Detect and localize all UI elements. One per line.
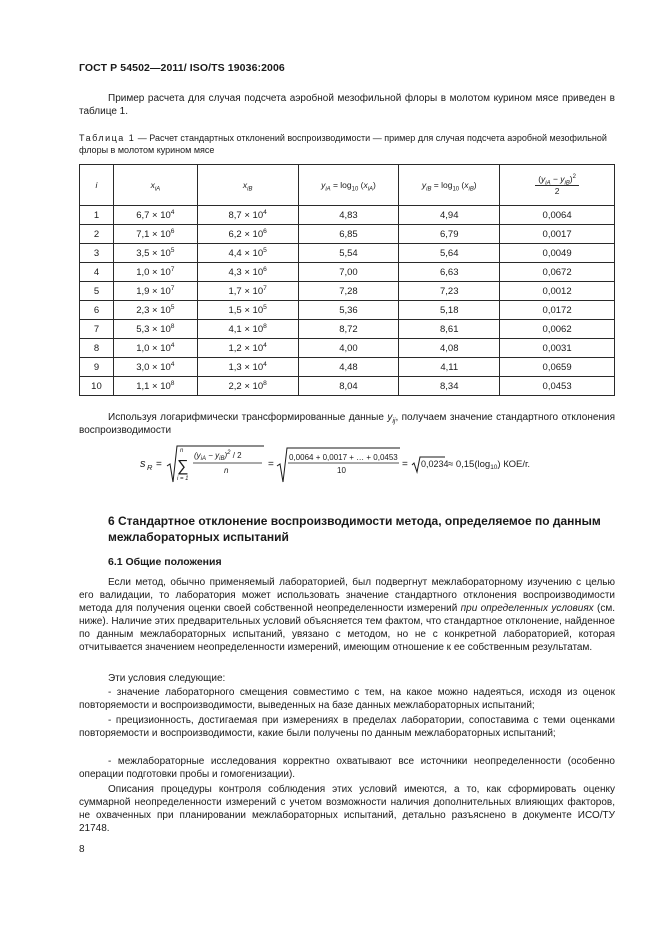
paragraph-2: Эти условия следующие: <box>108 673 226 684</box>
cell-yia: 4,00 <box>298 339 399 358</box>
table-row <box>80 263 615 282</box>
cell-i: 4 <box>80 263 114 282</box>
cell-xib: $1,3 \times 10^4$ <box>197 358 298 377</box>
cell-yib: 8,34 <box>399 377 500 396</box>
paragraph-1: Если метод, обычно применяемый лабораторией, был подвергнут межлабораторному изучению с целью его валидации, то лаборатория может использовать значение стандартного отклонения воспроизводимости метода для получения оценки своей собственной неопределенности измерений при определенных условиях (см. ниже). Наличие этих предварительных условий объясняется тем фактом, что стандартное отклонение, найденное по данным межлабораторных испытаний, увязано с методом, но не с конкретной лабораторией, которая отчитывается значением неопределенности измерений, имеющим отношение к ее собственным результатам. <box>79 577 616 653</box>
intro-paragraph: Пример расчета для случая подсчета аэробной мезофильной флоры в молотом курином мясе приведен в таблице 1. <box>79 93 615 117</box>
formula-sum-sign: ∑ <box>177 458 189 475</box>
cell-xia: $1,1 \times 10^8$ <box>113 377 197 396</box>
table-caption-text: — Расчет стандартных отклонений воспроизводимости — пример для случая подсчета аэробной мезофильной флоры в молотом курином мясе <box>79 133 607 155</box>
header-i: i <box>80 165 114 206</box>
cell-xib: $1,2 \times 10^4$ <box>197 339 298 358</box>
document-header: ГОСТ Р 54502—2011/ ISO/TS 19036:2006 <box>79 62 285 74</box>
cell-yia: 4,48 <box>298 358 399 377</box>
cell-xib: $4,4 \times 10^5$ <box>197 244 298 263</box>
cell-xia: $1,9 \times 10^7$ <box>113 282 197 301</box>
after-table-paragraph: Используя логарифмически трансформированные данные $y_{ij}$, получаем значение стандартного отклонения воспроизводимости <box>79 412 615 436</box>
table-row <box>80 225 615 244</box>
cell-diff: 0,0062 <box>500 320 615 339</box>
table-caption <box>79 132 615 156</box>
cell-i: 3 <box>80 244 114 263</box>
cell-xia: $3,0 \times 10^4$ <box>113 358 197 377</box>
formula-eq2: = <box>268 459 274 470</box>
bullet-2: - прецизионность, достигаемая при измерениях в пределах лаборатории, сопоставима с теми оценками повторяемости и воспроизводимости, какие были получены по данным межлабораторных испытаний; <box>79 715 615 739</box>
reproducibility-formula <box>140 444 620 484</box>
cell-xia: $7,1 \times 10^6$ <box>113 225 197 244</box>
cell-i: 2 <box>80 225 114 244</box>
formula-frac1-den: n <box>224 466 229 475</box>
table-row <box>80 301 615 320</box>
table-row <box>80 358 615 377</box>
table-row <box>80 244 615 263</box>
cell-yia: 4,83 <box>298 206 399 225</box>
cell-i: 6 <box>80 301 114 320</box>
header-yia: $y_{iA} = \log_{10} (x_{iA})$ <box>298 165 399 206</box>
formula-sum-top: n <box>180 448 184 454</box>
cell-i: 8 <box>80 339 114 358</box>
cell-yib: 7,23 <box>399 282 500 301</box>
cell-xib: $1,5 \times 10^5$ <box>197 301 298 320</box>
cell-yia: 5,54 <box>298 244 399 263</box>
formula-frac2-den: 10 <box>337 466 346 475</box>
cell-diff: 0,0031 <box>500 339 615 358</box>
formula-eq3: = <box>402 459 408 470</box>
cell-diff: 0,0659 <box>500 358 615 377</box>
formula-sum-bottom: i = 1 <box>177 476 189 482</box>
cell-xib: $1,7 \times 10^7$ <box>197 282 298 301</box>
formula-eq1: = <box>156 459 162 470</box>
section-6-title: 6 Стандартное отклонение воспроизводимости метода, определяемое по данным межлабораторных испытаний <box>108 514 601 544</box>
formula-lhs: s <box>140 458 146 470</box>
formula-approx: ≈ $0,15(\log_{10})$ КОЕ/г. <box>448 459 530 471</box>
cell-xia: $1,0 \times 10^4$ <box>113 339 197 358</box>
cell-yia: 7,00 <box>298 263 399 282</box>
header-diff: $(y_{iA} - y_{iB})^2$ 2 <box>500 165 615 206</box>
cell-yib: 4,11 <box>399 358 500 377</box>
cell-xib: $4,1 \times 10^8$ <box>197 320 298 339</box>
cell-yia: 7,28 <box>298 282 399 301</box>
header-yib: $y_{iB} = \log_{10} (x_{iB})$ <box>399 165 500 206</box>
cell-yia: 6,85 <box>298 225 399 244</box>
cell-xia: $5,3 \times 10^8$ <box>113 320 197 339</box>
cell-xib: $4,3 \times 10^6$ <box>197 263 298 282</box>
cell-yia: 8,72 <box>298 320 399 339</box>
cell-yib: 4,08 <box>399 339 500 358</box>
cell-yib: 6,63 <box>399 263 500 282</box>
bullet-3: - межлабораторные исследования корректно охватывают все источники неопределенности (особенно операции подготовки пробы и гомогенизации). <box>79 756 615 780</box>
cell-xia: $1,0 \times 10^7$ <box>113 263 197 282</box>
cell-i: 7 <box>80 320 114 339</box>
cell-i: 9 <box>80 358 114 377</box>
section-6-1-title: 6.1 Общие положения <box>108 556 222 568</box>
cell-xib: $8,7 \times 10^4$ <box>197 206 298 225</box>
paragraph-3: Описания процедуры контроля соблюдения этих условий имеются, а то, как сформировать оценку суммарной неопределенности измерений с учетом возможности наличия дополнительных влияющих факторов, не охваченных при планировании межлабораторных испытаний, детально разъяснено в документе ИСО/ТУ 21748. <box>79 784 615 834</box>
table-row <box>80 282 615 301</box>
table-caption-label: Таблица 1 <box>79 133 136 143</box>
table-row <box>80 206 615 225</box>
cell-yib: 5,64 <box>399 244 500 263</box>
cell-diff: 0,0672 <box>500 263 615 282</box>
cell-diff: 0,0012 <box>500 282 615 301</box>
cell-yib: 5,18 <box>399 301 500 320</box>
cell-diff: 0,0064 <box>500 206 615 225</box>
header-xia: $x_{iA}$ <box>113 165 197 206</box>
cell-xia: $6,7 \times 10^4$ <box>113 206 197 225</box>
cell-yia: 8,04 <box>298 377 399 396</box>
page-number: 8 <box>79 844 85 855</box>
bullet-1: - значение лабораторного смещения совместимо с тем, на какое можно надеяться, исходя из оценок повторяемости и воспроизводимости, выведенных на базе данных межлабораторных испытаний; <box>79 687 615 711</box>
cell-xia: $2,3 \times 10^5$ <box>113 301 197 320</box>
formula-frac2-num: 0,0064 + 0,0017 + … + 0,0453 <box>289 453 398 462</box>
cell-i: 5 <box>80 282 114 301</box>
cell-i: 10 <box>80 377 114 396</box>
cell-yib: 4,94 <box>399 206 500 225</box>
cell-diff: 0,0172 <box>500 301 615 320</box>
table-row <box>80 320 615 339</box>
formula-frac1-num: $(y_{iA} - y_{iB})^2 / 2$ <box>194 450 242 462</box>
cell-xib: $6,2 \times 10^6$ <box>197 225 298 244</box>
cell-xia: $3,5 \times 10^5$ <box>113 244 197 263</box>
table-row <box>80 339 615 358</box>
cell-xib: $2,2 \times 10^8$ <box>197 377 298 396</box>
cell-yib: 6,79 <box>399 225 500 244</box>
cell-yia: 5,36 <box>298 301 399 320</box>
table-header-row <box>80 165 615 206</box>
header-xib: $x_{iB}$ <box>197 165 298 206</box>
cell-i: 1 <box>80 206 114 225</box>
cell-diff: 0,0049 <box>500 244 615 263</box>
cell-diff: 0,0453 <box>500 377 615 396</box>
data-table <box>79 164 615 396</box>
formula-sqrt-val: 0,0234 <box>421 459 449 469</box>
table-row <box>80 377 615 396</box>
cell-diff: 0,0017 <box>500 225 615 244</box>
cell-yib: 8,61 <box>399 320 500 339</box>
formula-lhs-sub: R <box>147 463 153 472</box>
